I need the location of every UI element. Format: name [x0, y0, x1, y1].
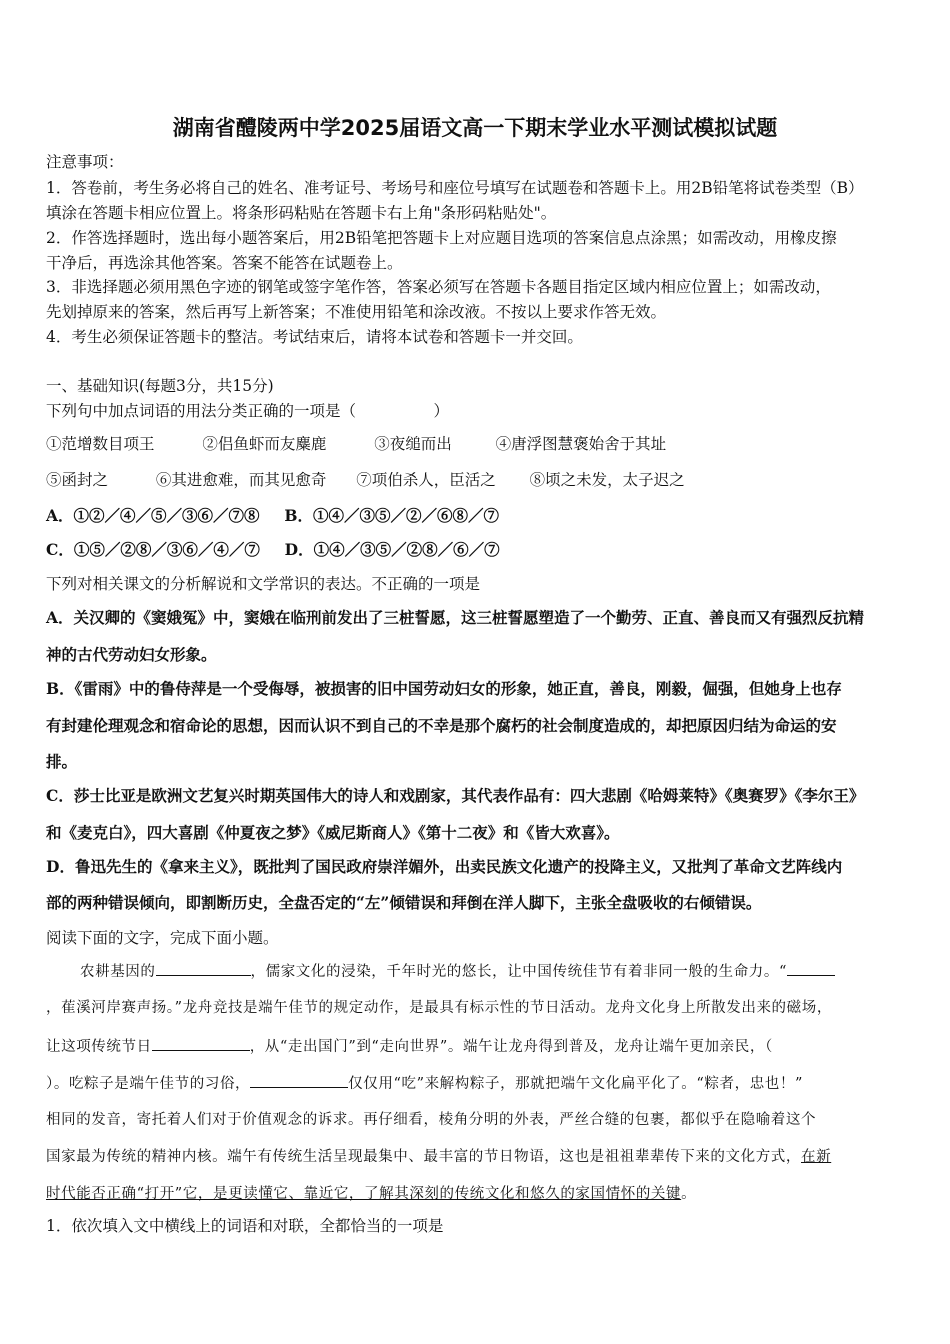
passage-line: 农耕基因的 ，儒家文化的浸染，千年时光的悠长，让中国传统佳节有着非同一般的生命力。“	[80, 961, 835, 982]
item: ④唐浮图慧褒始舍于其址	[495, 435, 667, 453]
notice-line: 干净后，再选涂其他答案。答案不能答在试题卷上。	[46, 254, 403, 272]
answer-blank	[787, 961, 835, 976]
answer-blank	[156, 961, 251, 976]
page-title: 湖南省醴陵两中学2025届语文高一下期末学业水平测试模拟试题	[172, 116, 778, 140]
option-b: B．①④／③⑤／②／⑥⑧／⑦	[284, 506, 499, 525]
item-row	[46, 434, 666, 454]
notice-line: 2．作答选择题时，选出每小题答案后，用2B铅笔把答题卡上对应题目选项的答案信息点涂黑；如需改动，用橡皮擦	[46, 229, 837, 247]
option-d-line: D．鲁迅先生的《拿来主义》，既批判了国民政府崇洋媚外，出卖民族文化遗产的投降主义，又批判了革命文艺阵线内	[46, 857, 843, 876]
option-a-line: 神的古代劳动妇女形象。	[46, 645, 217, 664]
passage-line: 让这项传统节日 ，从“走出国门”到“走向世界”。端午让龙舟得到普及，龙舟让端午更加亲民，（	[46, 1036, 773, 1057]
passage-line: 国家最为传统的精神内核。端午有传统生活呈现最集中、最丰富的节日物语，这也是祖祖辈辈传下来的文化方式，在新	[46, 1149, 832, 1165]
passage-line: ，萑溪河岸赛声扬。”龙舟竞技是端午佳节的规定动作，是最具有标示性的节日活动。龙舟文化身上所散发出来的磁场，	[46, 1000, 832, 1016]
passage-line: ）。吃粽子是端午佳节的习俗， 仅仅用“吃”来解构粽子，那就把端午文化扁平化了。“粽者，忠也！”	[46, 1073, 803, 1094]
option-a-line: A．关汉卿的《窦娥冤》中，窦娥在临刑前发出了三桩誓愿，这三桩誓愿塑造了一个勤劳、正直、善良而又有强烈反抗精	[46, 608, 865, 627]
answer-blank	[152, 1036, 250, 1051]
option-c-line: C．莎士比亚是欧洲文艺复兴时期英国伟大的诗人和戏剧家，其代表作品有：四大悲剧《哈姆莱特》《奥赛罗》《李尔王》	[46, 786, 865, 805]
option-a: A．①②／④／⑤／③⑥／⑦⑧	[46, 506, 260, 525]
underlined-text: 在新	[801, 1149, 832, 1165]
passage-line: 相同的发音，寄托着人们对于价值观念的诉求。再仔细看，棱角分明的外表，严丝合缝的包裹，都似乎在隐喻着这个	[46, 1112, 817, 1128]
section-heading: 一、基础知识(每题3分，共15分)	[46, 377, 274, 395]
item-row	[46, 470, 685, 490]
item: ⑧顷之未发，太子迟之	[529, 471, 685, 489]
option-d-line: 部的两种错误倾向，即割断历史，全盘否定的“左”倾错误和拜倒在洋人脚下，主张全盘吸收的右倾错误。	[46, 893, 762, 912]
item: ①范增数目项王	[46, 435, 155, 453]
option-b-line: B．《雷雨》中的鲁侍萍是一个受侮辱，被损害的旧中国劳动妇女的形象，她正直，善良，刚毅，倔强，但她身上也存	[46, 679, 842, 698]
question-stem: 下列对相关课文的分析解说和文学常识的表达。不正确的一项是	[46, 575, 481, 593]
notice-line: 1．答卷前，考生务必将自己的姓名、准考证号、考场号和座位号填写在试题卷和答题卡上。用2B铅笔将试卷类型（B）	[46, 179, 864, 197]
notice-heading: 注意事项：	[46, 153, 124, 171]
underlined-text: 时代能否正确“打开”它，是更读懂它、靠近它，了解其深刻的传统文化和悠久的家国情怀的关键	[46, 1186, 682, 1202]
item: ⑦项伯杀人，臣活之	[356, 471, 496, 489]
passage-line: 时代能否正确“打开”它，是更读懂它、靠近它，了解其深刻的传统文化和悠久的家国情怀的关键。	[46, 1186, 697, 1202]
notice-line: 填涂在答题卡相应位置上。将条形码粘贴在答题卡右上角"条形码粘贴处"。	[46, 204, 557, 222]
item: ②侣鱼虾而友麋鹿	[202, 435, 327, 453]
option-b-line: 排。	[46, 752, 78, 771]
item: ③夜缒而出	[374, 435, 452, 453]
question-stem: 下列句中加点词语的用法分类正确的一项是（ ）	[46, 402, 450, 420]
option-b-line: 有封建伦理观念和宿命论的思想，因而认识不到自己的不幸是那个腐朽的社会制度造成的，却把原因归结为命运的安	[46, 716, 837, 735]
option-row	[46, 540, 500, 560]
notice-line: 先划掉原来的答案，然后再写上新答案；不准使用铅笔和涂改液。不按以上要求作答无效。	[46, 303, 667, 321]
notice-line: 3．非选择题必须用黑色字迹的钢笔或签字笔作答，答案必须写在答题卡各题目指定区域内相应位置上；如需改动，	[46, 278, 831, 296]
reading-intro: 阅读下面的文字，完成下面小题。	[46, 929, 279, 947]
option-c: C．①⑤／②⑧／③⑥／④／⑦	[46, 540, 260, 559]
option-d: D．①④／③⑤／②⑧／⑥／⑦	[284, 540, 500, 559]
answer-blank	[250, 1073, 348, 1088]
notice-line: 4．考生必须保证答题卡的整洁。考试结束后，请将本试卷和答题卡一并交回。	[46, 328, 583, 346]
item: ⑥其进愈难，而其见愈奇	[155, 471, 327, 489]
option-c-line: 和《麦克白》，四大喜剧《仲夏夜之梦》《威尼斯商人》《第十二夜》和《皆大欢喜》。	[46, 823, 620, 842]
question-stem: 1．依次填入文中横线上的词语和对联，全都恰当的一项是	[46, 1217, 444, 1235]
item: ⑤函封之	[46, 471, 109, 489]
option-row	[46, 506, 499, 526]
